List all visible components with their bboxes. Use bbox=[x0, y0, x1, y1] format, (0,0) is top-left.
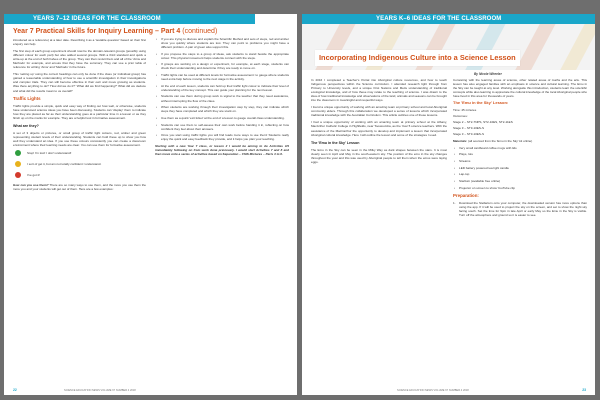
paragraph: I found a unique opportunity of working with an amazing team at primary school and local Aboriginal community elders. Through this collaboration we developed a series of lessons which incorporated traditional knowledge with the Australian Curriculum. This article outlines one of these lessons. bbox=[311, 105, 447, 118]
stage-line: Stage 2 – ST2-7NPS, ST2-10ES, ST2-11ES bbox=[453, 119, 513, 124]
list-item: • Use them as a quick 'exit ticket' at the end of a lesson to gauge overall class understanding. bbox=[155, 116, 289, 120]
paragraph: This 'setting up' using the correct headings can only be done if the class (or individual group) has gained a reasonable understanding of how to use a scientific investigation in their investigations and complex trials. They can still become effective in their own and move growing as students. Was there anything to do? 'How did we do it?' 'What did we find happening?' What did we deduce and what did the results mean to us overall? bbox=[13, 72, 146, 93]
paragraph: The first step of each group experiment should now be the domain-relevant groups (possibly using different colour for each part) but also added several groups. With a third standard and quick a write-up at the end of both halves of the group. They can then revisit them and all of the 'Aims and Methods' for example, and ensure that they have the summary. They can use a prior table of reference for writing 'Aims' and 'Methods' in the future. bbox=[13, 49, 146, 70]
left-page bbox=[4, 14, 297, 395]
list-item: • Starlium (available free online) bbox=[453, 179, 587, 183]
traffic-lights-heading: Traffic Lights bbox=[13, 95, 41, 101]
red-circle-icon bbox=[15, 172, 21, 178]
right-page bbox=[302, 14, 595, 395]
left-title-continued: (continued) bbox=[182, 28, 218, 35]
materials-heading: Materials: bbox=[453, 138, 468, 143]
footer-publication: SCIENCE EDUCATION NEWS VOLUME 67 NUMBER 4 2018 bbox=[397, 389, 469, 392]
what-are-they-heading: What are they? bbox=[13, 123, 39, 128]
left-column-1 bbox=[13, 38, 146, 194]
list-item: • If groups are working on a design or experiment, for example, at each stage, students can check their understanding and determine if they are ready to move on. bbox=[155, 62, 289, 70]
preparation-heading: Preparation: bbox=[453, 192, 479, 198]
list-item: • Streams bbox=[453, 159, 587, 163]
list-item: • Students can use them during group work to signal to the teacher that they need assistance, without interrupting the flow of the class. bbox=[155, 94, 289, 102]
list-item: • Plays, lots bbox=[453, 152, 587, 156]
paragraph: introduced as a reference) at a later date. Describing it as a 'testable question' based on their first enquiry can help. bbox=[13, 38, 146, 47]
closing-note: Starting with a new Year 7 class, or lesson 2 I would be aiming to do Activities 3/4 immediately following on from work done previously. I would start Activities 7 and 8 and then move onto a series of activities based on Separation – CSIS Mixtures – Parts 4 to 6. bbox=[155, 143, 289, 156]
materials-list bbox=[453, 146, 587, 190]
right-header-text: YEARS K–6 IDEAS FOR THE CLASSROOM bbox=[376, 15, 502, 22]
list-item: • At the end of each lesson, students can hold up their traffic light colour to indicate their level of understanding of the key concept. This can guide your planning for the next lesson. bbox=[155, 84, 289, 92]
list-item: • If you propose the steps to a group of ideas, ask students to stand beside the appropriate colour. This physical movement helps students connect with the steps. bbox=[155, 52, 289, 60]
materials-line bbox=[453, 139, 587, 143]
list-item: • Lap-top bbox=[453, 172, 587, 176]
preparation-steps bbox=[453, 201, 587, 217]
step-text: Download the Stellarium onto your computer, the downloaded version has more options than using the app. If it will be used to project the sky on the screen, and set to show the night sky facing south. Set the time for 9pm in late April or early May so the Emu in the Sky is visible. Turn off the atmosphere and ground so it is easier to see. bbox=[459, 200, 587, 217]
how-to-use-paragraph bbox=[13, 183, 146, 191]
stage-line: Stage 3 – ST3-10ES-S bbox=[453, 125, 484, 130]
list-item: • Students can use them to self-assess their own work before handing it in, reflecting on how confident they feel about their answers. bbox=[155, 123, 289, 131]
light-label: I sort of get it, but am not totally confident I understand. bbox=[27, 162, 102, 166]
article-title: Incorporating Indigenous Culture into a Science Lesson bbox=[315, 50, 520, 66]
list-item: • LED battery powered tea light candle bbox=[453, 166, 587, 170]
left-title-main: Year 7 Practical Skills for Inquiry Learning – Part 4 bbox=[13, 28, 181, 35]
right-column-2 bbox=[453, 78, 587, 219]
list-item: • Very small cardboard coffee mugs with lids bbox=[453, 146, 587, 150]
light-label: I've got it! bbox=[27, 173, 40, 177]
paragraph: The Emu in the Sky can be seen in the Milky Way as dark shapes between the stars. It is most clearly seen in April and May in the south-eastern sky. The position of the emu in the sky changes throughout the year and this was used by Aboriginal people to tell them when the emus were laying eggs. bbox=[311, 147, 447, 164]
lesson-box-heading: The 'Emu in the Sky' Lesson: bbox=[453, 100, 509, 106]
traffic-light-green bbox=[15, 150, 146, 156]
stage-line: Stage 3 – ST3-10ES-S bbox=[453, 131, 484, 136]
list-item: 1. Download the Stellarium onto your computer, the downloaded version has more options than using the app. If it will be used to project the sky on the screen, and set to show the night sky facing south. Set the time for 9pm in late April or early May so the Emu in the Sky is visible. Turn off the atmosphere and ground so it is easier to see. bbox=[453, 200, 587, 217]
footer-publication: SCIENCE EDUCATION NEWS VOLUME 67 NUMBER 4 2018 bbox=[64, 389, 136, 392]
traffic-light-uses-list bbox=[155, 37, 289, 141]
traffic-light-amber bbox=[15, 161, 146, 167]
how-heading: How can you use them? bbox=[13, 183, 49, 188]
page-number: 23 bbox=[582, 388, 586, 392]
list-item: • If you are trying to discuss and explain the Scientific Method and sets of steps, red and amber show you quickly where students are lost. They can point to problems you might have a different problem. A pair of green also support this. bbox=[155, 37, 289, 49]
right-header-strip bbox=[302, 14, 595, 24]
page-number: 22 bbox=[13, 388, 17, 392]
paragraph: A set of 3 objects or pictures, or small group of traffic light colours, red, amber and green representing student levels of their understanding. Students can hold these up to show you how well they understand an idea. If you use these colours consistently you can create a classroom environment where their learning needs are clear. You can use them for formative assessment. bbox=[13, 130, 146, 147]
paragraph: Traffic lights provide a simple, quick and easy way of finding out how well, or otherwise, students have understood science ideas you have been discussing. Students can 'display' them to indicate how they are placed as far as their understanding goes at a particular time in a lesson or as they finish up on the marks for example. They are a helpful tool in formative assessment. bbox=[13, 103, 146, 120]
stage-line: Time: 45 minutes bbox=[453, 108, 477, 113]
how-text: There are so many ways to use them, and the more you use them the more you and your students will get out of them. Here are a few examples: bbox=[13, 183, 146, 192]
green-circle-icon bbox=[15, 150, 21, 156]
light-label: Stop! I'm lost! I don't understand! bbox=[27, 151, 72, 155]
left-column-2 bbox=[155, 37, 289, 159]
left-header-text: YEARS 7–12 IDEAS FOR THE CLASSROOM bbox=[33, 15, 161, 22]
left-page-title bbox=[13, 28, 217, 35]
byline: By Nicole Wheeler bbox=[474, 72, 502, 76]
right-column-1 bbox=[311, 78, 447, 167]
emu-lesson-heading: The 'Emu in the Sky' Lesson bbox=[311, 140, 360, 145]
stage-line: Outcomes: bbox=[453, 114, 468, 119]
amber-circle-icon bbox=[15, 161, 21, 167]
materials-note: (all sourced from the 'Emu in the Sky' kit online) bbox=[468, 138, 533, 143]
list-item: • Projector on screen to show YouTube clip bbox=[453, 186, 587, 190]
list-item: • When students are working through their investigation step by step, they can indicate which steps they have completed and which they are stuck on. bbox=[155, 105, 289, 113]
paragraph: In 2016 I completed a Teacher's Portal into Aboriginal culture resources, and how to teach Indigenous perspectives within the Science curriculum. I attended research light through from Primary to University levels, and a unique First Nations and Metis understanding of traditional ecological knowledge, and of how these may relate to the teaching of science. I was drawn to the idea of how traditional knowledge and observations of the land, animals and seasons can be brought into the classroom in meaningful and respectful ways. bbox=[311, 78, 447, 103]
paragraph: I had a unique opportunity of working with an amazing team at primary school at the Albany, MacArthur Catholic College in Highfields, near Toowoomba, as the Year 5 science teachers. With the assistance of the MacCarthur the opportunity to develop and implement a lesson that incorporated Aboriginal cultural knowledge. Here I will outline the lesson and some of the strategies I used. bbox=[311, 120, 447, 137]
article-banner bbox=[302, 24, 595, 70]
list-item: • Once you start using traffic lights you will find loads more ways to use them! Students really enjoy the quick and easy feedback they provide, and it helps you plan your teaching. bbox=[155, 133, 289, 141]
traffic-light-red bbox=[15, 172, 146, 178]
left-header-strip bbox=[4, 14, 255, 24]
paragraph: Consisting with the learning areas of science, other related areas of maths and the arts. This lesson has also engaged families with an emphasis in science and cultural learning. The Emu in the Sky can be taught at any level. Working alongside this introduction, students learn the scientific concepts while also learning to appreciate the cultural knowledge of the local Aboriginal people who have lived in this area for thousands of years. bbox=[453, 78, 587, 99]
list-item: • Traffic lights can be used at different levels for formative assessment: to gauge where students need extra help before moving to the next stage in the activity. bbox=[155, 73, 289, 81]
